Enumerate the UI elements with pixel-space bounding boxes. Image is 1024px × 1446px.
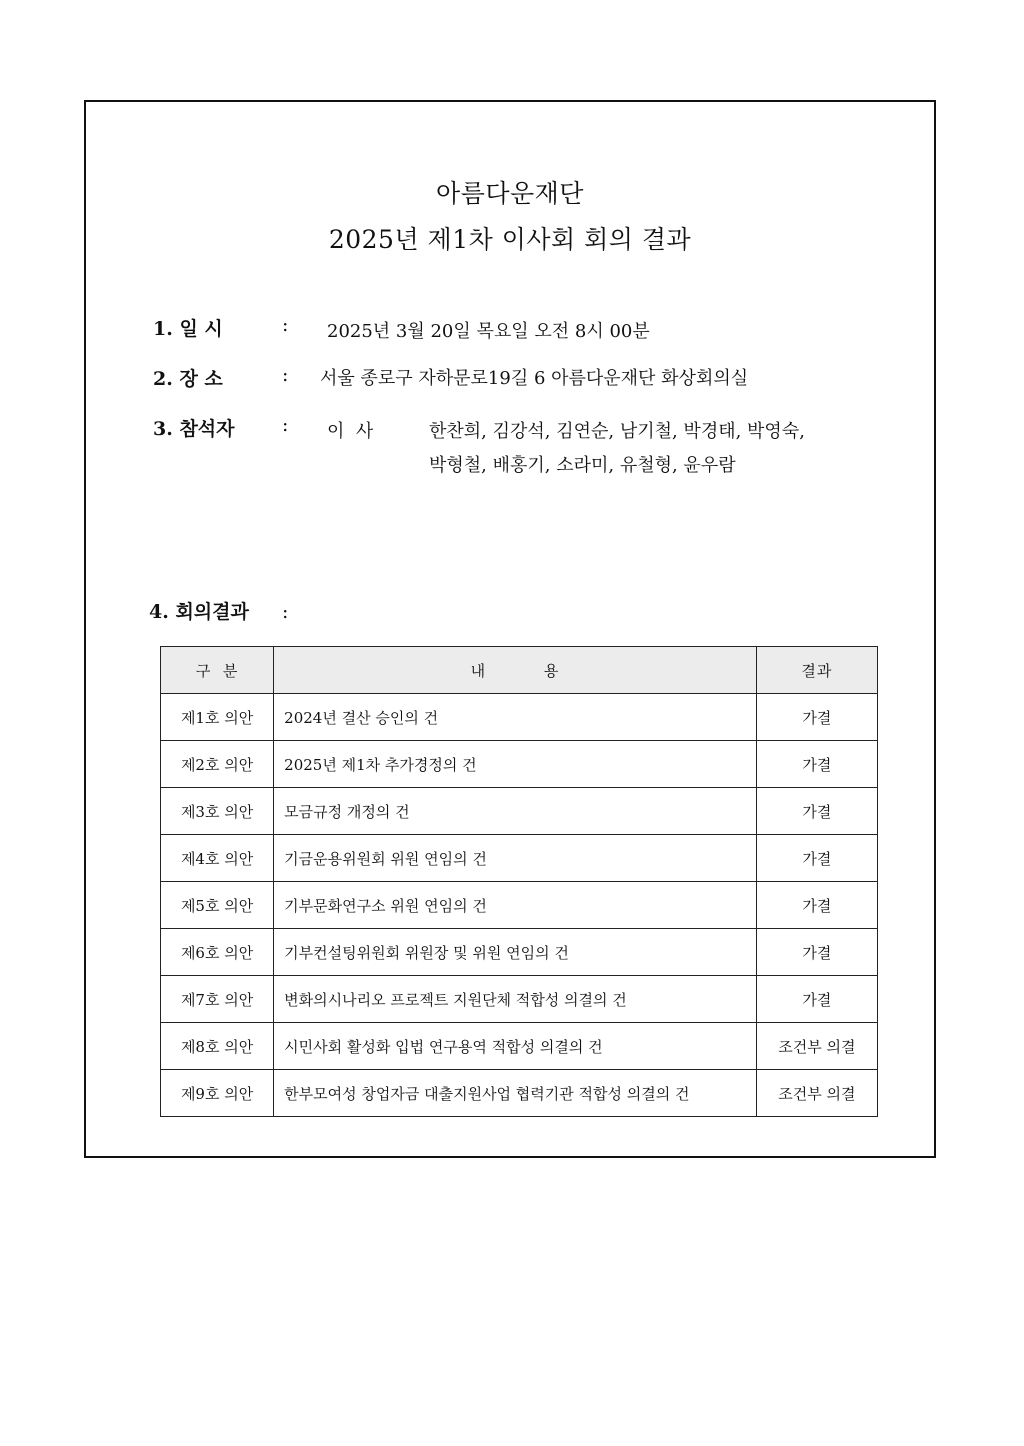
agenda-result: 가결 xyxy=(756,788,877,835)
header-result: 결과 xyxy=(756,647,877,694)
date-label: 1. 일 시 xyxy=(153,318,223,340)
agenda-number: 제9호 의안 xyxy=(161,1070,274,1117)
place-label: 2. 장 소 xyxy=(153,368,223,390)
agenda-result: 가결 xyxy=(756,882,877,929)
attendees-names-line2: 박형철, 배홍기, 소라미, 유철형, 윤우람 xyxy=(429,455,736,476)
agenda-result: 가결 xyxy=(756,929,877,976)
place-colon: : xyxy=(282,364,289,386)
table-row xyxy=(161,1023,878,1070)
document-title-org: 아름다운재단 xyxy=(436,179,584,208)
attendees-role: 이 사 xyxy=(327,421,374,442)
agenda-result: 조건부 의결 xyxy=(756,1070,877,1117)
agenda-result: 가결 xyxy=(756,976,877,1023)
agenda-number: 제8호 의안 xyxy=(161,1023,274,1070)
agenda-content: 기부문화연구소 위원 연임의 건 xyxy=(274,882,757,929)
agenda-number: 제3호 의안 xyxy=(161,788,274,835)
agenda-content: 2024년 결산 승인의 건 xyxy=(274,694,757,741)
document-frame xyxy=(84,100,936,1158)
table-row xyxy=(161,788,878,835)
header-category: 구 분 xyxy=(161,647,274,694)
agenda-content: 2025년 제1차 추가경정의 건 xyxy=(274,741,757,788)
agenda-content: 기금운용위원회 위원 연임의 건 xyxy=(274,835,757,882)
agenda-content: 한부모여성 창업자금 대출지원사업 협력기관 적합성 의결의 건 xyxy=(274,1070,757,1117)
header-content: 내 용 xyxy=(274,647,757,694)
results-colon: : xyxy=(282,601,289,623)
agenda-number: 제6호 의안 xyxy=(161,929,274,976)
agenda-content: 변화의시나리오 프로젝트 지원단체 적합성 의결의 건 xyxy=(274,976,757,1023)
table-row xyxy=(161,882,878,929)
agenda-number: 제2호 의안 xyxy=(161,741,274,788)
agenda-result: 조건부 의결 xyxy=(756,1023,877,1070)
table-row xyxy=(161,694,878,741)
agenda-content: 모금규정 개정의 건 xyxy=(274,788,757,835)
attendees-names-line1: 한찬희, 김강석, 김연순, 남기철, 박경태, 박영숙, xyxy=(429,421,805,442)
table-row xyxy=(161,929,878,976)
agenda-table xyxy=(160,646,878,1117)
table-header-row xyxy=(161,647,878,694)
agenda-number: 제5호 의안 xyxy=(161,882,274,929)
table-row xyxy=(161,976,878,1023)
place-value: 서울 종로구 자하문로19길 6 아름다운재단 화상회의실 xyxy=(320,368,749,389)
agenda-result: 가결 xyxy=(756,741,877,788)
attendees-colon: : xyxy=(282,414,289,436)
attendees-label: 3. 참석자 xyxy=(153,418,235,440)
table-row xyxy=(161,1070,878,1117)
document-title-meeting: 2025년 제1차 이사회 회의 결과 xyxy=(328,225,692,254)
results-label: 4. 회의결과 xyxy=(149,601,249,623)
table-row xyxy=(161,835,878,882)
date-value: 2025년 3월 20일 목요일 오전 8시 00분 xyxy=(327,321,650,342)
agenda-number: 제7호 의안 xyxy=(161,976,274,1023)
date-colon: : xyxy=(282,314,289,336)
agenda-number: 제4호 의안 xyxy=(161,835,274,882)
agenda-content: 기부컨설팅위원회 위원장 및 위원 연임의 건 xyxy=(274,929,757,976)
table-row xyxy=(161,741,878,788)
agenda-result: 가결 xyxy=(756,835,877,882)
agenda-content: 시민사회 활성화 입법 연구용역 적합성 의결의 건 xyxy=(274,1023,757,1070)
agenda-number: 제1호 의안 xyxy=(161,694,274,741)
agenda-result: 가결 xyxy=(756,694,877,741)
